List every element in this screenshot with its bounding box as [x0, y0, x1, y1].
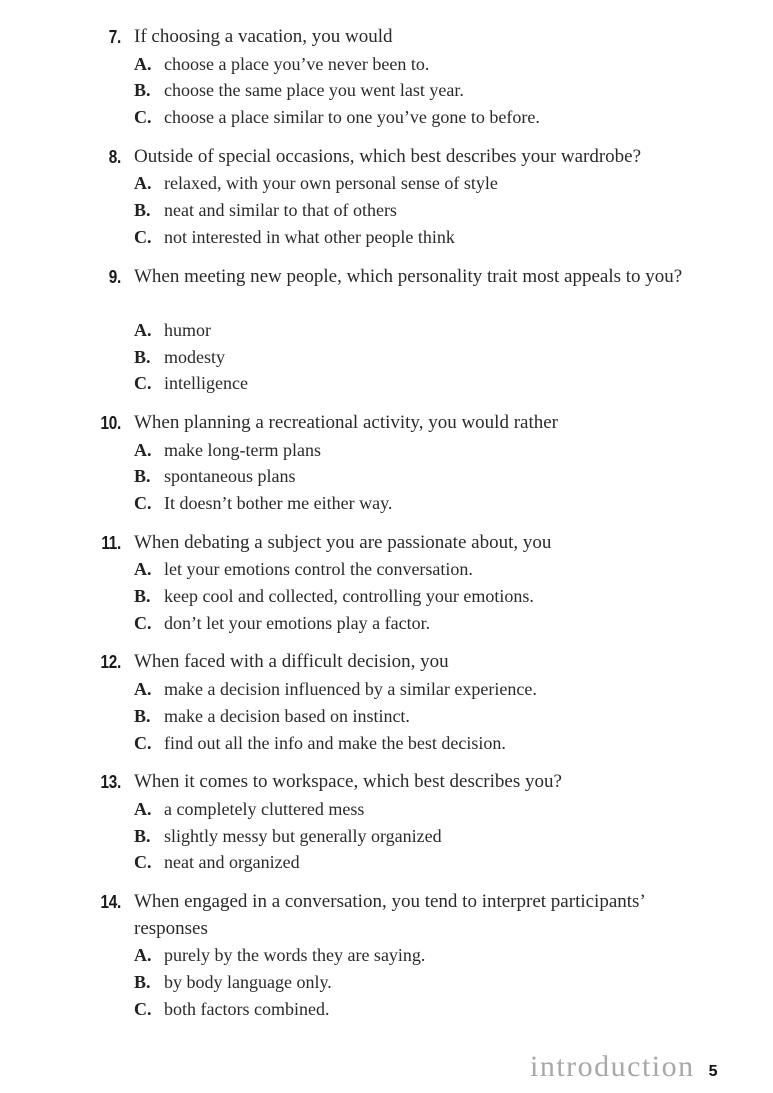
option-letter: C.	[134, 493, 152, 514]
question-line	[0, 24, 773, 51]
question-number: 13.	[100, 772, 121, 793]
answer-option	[0, 370, 773, 397]
option-text: choose a place similar to one you’ve gone to before.	[164, 107, 540, 128]
question-number: 14.	[100, 891, 121, 912]
question-text: If choosing a vacation, you would	[134, 26, 393, 47]
option-letter: C.	[134, 612, 152, 633]
option-text: intelligence	[164, 373, 248, 394]
question-9	[0, 264, 773, 397]
option-text: modesty	[164, 346, 225, 367]
answer-option	[0, 969, 773, 996]
option-letter: B.	[134, 705, 151, 726]
answer-option	[0, 823, 773, 850]
question-number: 11.	[101, 532, 121, 553]
option-text: make a decision based on instinct.	[164, 705, 410, 726]
option-letter: C.	[134, 998, 152, 1019]
question-text: When meeting new people, which personality trait most appeals to you?	[134, 265, 683, 287]
answer-option	[0, 77, 773, 104]
question-text: When engaged in a conversation, you tend to interpret participants’ responses	[134, 890, 645, 939]
option-text: don’t let your emotions play a factor.	[164, 612, 431, 633]
option-text: not interested in what other people think	[164, 226, 455, 247]
question-number: 7.	[108, 27, 121, 47]
answer-option	[0, 996, 773, 1023]
question-text: When it comes to workspace, which best describes you?	[134, 771, 562, 793]
questionnaire	[0, 24, 773, 1035]
question-text: When faced with a difficult decision, you	[134, 651, 449, 673]
option-text: by body language only.	[164, 972, 332, 993]
option-letter: B.	[134, 466, 151, 487]
option-letter: A.	[134, 439, 152, 460]
question-text: When debating a subject you are passionate about, you	[134, 531, 552, 553]
option-text: neat and organized	[164, 852, 300, 873]
option-letter: C.	[134, 373, 152, 394]
answer-option	[0, 556, 773, 583]
question-line	[0, 264, 773, 317]
option-letter: B.	[134, 972, 151, 993]
answer-option	[0, 463, 773, 490]
answer-option	[0, 610, 773, 637]
option-text: find out all the info and make the best decision.	[164, 732, 506, 753]
question-number: 10.	[100, 412, 121, 433]
question-7	[0, 24, 773, 131]
question-line	[0, 649, 773, 676]
answer-option	[0, 437, 773, 464]
answer-option	[0, 942, 773, 969]
answer-option	[0, 490, 773, 517]
answer-option	[0, 51, 773, 78]
option-letter: A.	[134, 319, 152, 340]
option-letter: B.	[134, 586, 151, 607]
option-text: a completely cluttered mess	[164, 798, 365, 819]
option-letter: A.	[134, 559, 152, 580]
option-text: neat and similar to that of others	[164, 200, 397, 221]
question-line	[0, 530, 773, 557]
option-text: make a decision influenced by a similar experience.	[164, 679, 537, 700]
answer-option	[0, 170, 773, 197]
option-text: keep cool and collected, controlling your emotions.	[164, 586, 534, 607]
option-text: let your emotions control the conversation.	[164, 559, 473, 580]
option-text: spontaneous plans	[164, 466, 296, 487]
option-letter: B.	[134, 200, 151, 221]
option-letter: A.	[134, 798, 152, 819]
option-letter: C.	[134, 107, 152, 128]
question-number: 8.	[108, 146, 121, 167]
option-text: relaxed, with your own personal sense of style	[164, 173, 498, 194]
answer-option	[0, 703, 773, 730]
option-letter: A.	[134, 679, 152, 700]
option-letter: A.	[134, 53, 152, 74]
option-letter: C.	[134, 732, 152, 753]
question-line	[0, 769, 773, 796]
option-letter: C.	[134, 226, 152, 247]
answer-option	[0, 583, 773, 610]
question-number: 9.	[108, 266, 121, 287]
option-text: slightly messy but generally organized	[164, 825, 442, 846]
answer-option	[0, 849, 773, 876]
question-11	[0, 530, 773, 637]
option-letter: B.	[134, 346, 151, 367]
option-text: choose a place you’ve never been to.	[164, 53, 430, 74]
option-text: make long-term plans	[164, 439, 321, 460]
option-letter: B.	[134, 80, 151, 101]
option-text: purely by the words they are saying.	[164, 945, 426, 966]
option-letter: C.	[134, 852, 152, 873]
answer-option	[0, 796, 773, 823]
option-text: choose the same place you went last year.	[164, 80, 464, 101]
option-letter: A.	[134, 945, 152, 966]
section-title: introduction	[530, 1050, 695, 1083]
question-10	[0, 410, 773, 517]
question-14	[0, 889, 773, 1022]
question-line	[0, 144, 773, 171]
answer-option	[0, 197, 773, 224]
question-number: 12.	[100, 652, 121, 673]
option-text: both factors combined.	[164, 998, 330, 1019]
question-12	[0, 649, 773, 756]
question-8	[0, 144, 773, 251]
answer-option	[0, 224, 773, 251]
question-line	[0, 889, 773, 942]
answer-option	[0, 676, 773, 703]
question-text: Outside of special occasions, which best describes your wardrobe?	[134, 145, 642, 167]
question-13	[0, 769, 773, 876]
page-number: 5	[708, 1063, 718, 1080]
question-line	[0, 410, 773, 437]
option-text: It doesn’t bother me either way.	[164, 493, 393, 514]
option-letter: A.	[134, 173, 152, 194]
page-footer	[530, 1050, 718, 1090]
option-letter: B.	[134, 825, 151, 846]
answer-option	[0, 104, 773, 131]
answer-option	[0, 317, 773, 344]
answer-option	[0, 730, 773, 757]
question-text: When planning a recreational activity, you would rather	[134, 411, 558, 433]
answer-option	[0, 344, 773, 371]
option-text: humor	[164, 319, 211, 340]
